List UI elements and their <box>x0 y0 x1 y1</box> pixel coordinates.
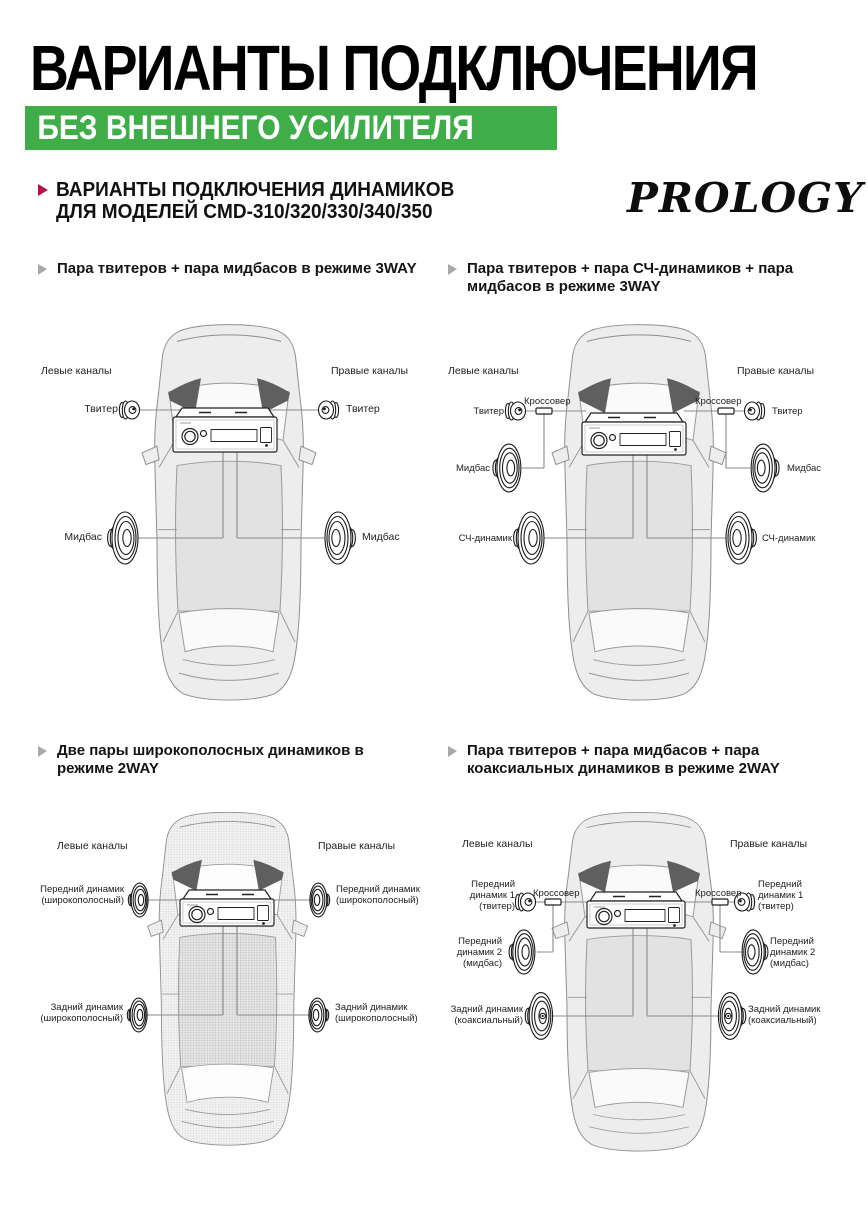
label-crossover-left: Кроссовер <box>524 396 571 407</box>
midbass-speaker-icon <box>108 512 138 564</box>
label-front-speaker-right: Передний динамик (широкополосный) <box>336 884 420 907</box>
label-rear-speaker-left: Задний динамик (широкополосный) <box>40 1002 123 1025</box>
diagram-title: Пара твитеров + пара СЧ-динамиков + пара мидбасов в режиме 3WAY <box>467 260 794 295</box>
label-left-channels: Левые каналы <box>462 838 533 850</box>
car-stereo-head-unit-icon <box>582 413 686 455</box>
midbass-speaker-icon <box>509 930 535 974</box>
label-tweeter-right: Твитер <box>772 406 803 417</box>
crossover-box-icon <box>536 408 552 414</box>
diagram-2way-tweeter-midbass-coaxial <box>440 740 860 1220</box>
label-right-channels: Правые каналы <box>730 838 808 850</box>
wideband-speaker-icon <box>309 998 329 1032</box>
midbass-speaker-icon <box>493 444 521 492</box>
coaxial-speaker-icon <box>718 993 745 1040</box>
label-left-channels: Левые каналы <box>448 365 519 377</box>
label-front1-right: Передний динамик 1 (твитер) <box>758 879 804 913</box>
midrange-speaker-icon <box>726 512 756 564</box>
gray-triangle-right-icon <box>38 264 47 275</box>
diagram-title: Две пары широкополосных динамиков в режиме 2WAY <box>57 742 364 777</box>
label-left-channels: Левые каналы <box>57 840 128 852</box>
midbass-speaker-icon <box>325 512 355 564</box>
label-tweeter-left: Твитер <box>84 403 118 415</box>
label-left-channels: Левые каналы <box>41 365 112 377</box>
crossover-box-icon <box>718 408 734 414</box>
label-front1-left: Передний динамик 1 (твитер) <box>469 879 515 913</box>
label-midbass-right: Мидбас <box>787 463 822 474</box>
section-title-line1: ВАРИАНТЫ ПОДКЛЮЧЕНИЯ ДИНАМИКОВ <box>56 179 455 201</box>
diagram-2way-wideband <box>30 740 440 1220</box>
section-title-line2: ДЛЯ МОДЕЛЕЙ CMD-310/320/330/340/350 <box>56 201 433 223</box>
coaxial-speaker-icon <box>525 993 552 1040</box>
car-stereo-head-unit-icon <box>173 408 277 452</box>
midrange-speaker-icon <box>514 512 544 564</box>
tweeter-speaker-icon <box>745 402 765 420</box>
wideband-speaker-icon <box>128 883 148 917</box>
label-midbass-left: Мидбас <box>455 463 490 474</box>
midbass-speaker-icon <box>742 930 768 974</box>
label-right-channels: Правые каналы <box>331 365 409 377</box>
midbass-speaker-icon <box>751 444 779 492</box>
label-midbass-right: Мидбас <box>362 531 400 543</box>
wideband-speaker-icon <box>310 883 330 917</box>
label-right-channels: Правые каналы <box>318 840 396 852</box>
label-rear-right: Задний динамик (коаксиальный) <box>748 1004 821 1027</box>
label-right-channels: Правые каналы <box>737 365 815 377</box>
label-midbass-left: Мидбас <box>64 531 102 543</box>
car-diagram-canvas <box>440 740 860 1220</box>
car-stereo-head-unit-icon <box>180 890 274 926</box>
label-rear-left: Задний динамик (коаксиальный) <box>450 1004 523 1027</box>
wideband-speaker-icon <box>127 998 147 1032</box>
gray-triangle-right-icon <box>448 264 457 275</box>
gray-triangle-right-icon <box>38 746 47 757</box>
gray-triangle-right-icon <box>448 746 457 757</box>
label-tweeter-left: Твитер <box>473 406 504 417</box>
diagram-3way-tweeter-midbass <box>30 258 440 732</box>
car-top-view-icon <box>552 812 726 1151</box>
car-diagram-canvas <box>440 258 860 732</box>
label-rear-speaker-right: Задний динамик (широкополосный) <box>335 1002 418 1025</box>
car-diagram-canvas <box>30 258 440 732</box>
label-crossover-right: Кроссовер <box>695 888 742 899</box>
label-midrange-right: СЧ-динамик <box>762 533 816 544</box>
label-midrange-left: СЧ-динамик <box>458 533 512 544</box>
tweeter-speaker-icon <box>119 401 139 419</box>
subtitle-banner <box>25 106 557 150</box>
section-heading <box>38 179 475 223</box>
car-top-view-icon <box>148 812 308 1145</box>
car-diagram-canvas <box>30 740 440 1220</box>
page-title: ВАРИАНТЫ ПОДКЛЮЧЕНИЯ <box>30 32 757 104</box>
diagram-3way-tweeter-midrange-midbass <box>440 258 860 732</box>
red-triangle-right-icon <box>38 184 48 196</box>
tweeter-speaker-icon <box>319 401 339 419</box>
car-top-view-icon <box>552 325 726 700</box>
label-front-speaker-left: Передний динамик (широкополосный) <box>40 884 124 907</box>
label-crossover-left: Кроссовер <box>533 888 580 899</box>
car-stereo-head-unit-icon <box>587 892 685 928</box>
car-top-view-icon <box>142 325 316 700</box>
tweeter-speaker-icon <box>505 402 525 420</box>
label-front2-left: Передний динамик 2 (мидбас) <box>456 936 502 970</box>
crossover-box-icon <box>545 899 561 905</box>
label-crossover-right: Кроссовер <box>695 396 742 407</box>
subtitle-banner-text: БЕЗ ВНЕШНЕГО УСИЛИТЕЛЯ <box>37 109 474 147</box>
crossover-box-icon <box>712 899 728 905</box>
diagram-title: Пара твитеров + пара мидбасов + пара коаксиальных динамиков в режиме 2WAY <box>467 742 780 777</box>
label-front2-right: Передний динамик 2 (мидбас) <box>770 936 816 970</box>
prology-logo: PROLOGY <box>627 174 864 222</box>
label-tweeter-right: Твитер <box>346 403 380 415</box>
diagram-title: Пара твитеров + пара мидбасов в режиме 3WAY <box>57 260 417 277</box>
section-title <box>56 179 454 223</box>
